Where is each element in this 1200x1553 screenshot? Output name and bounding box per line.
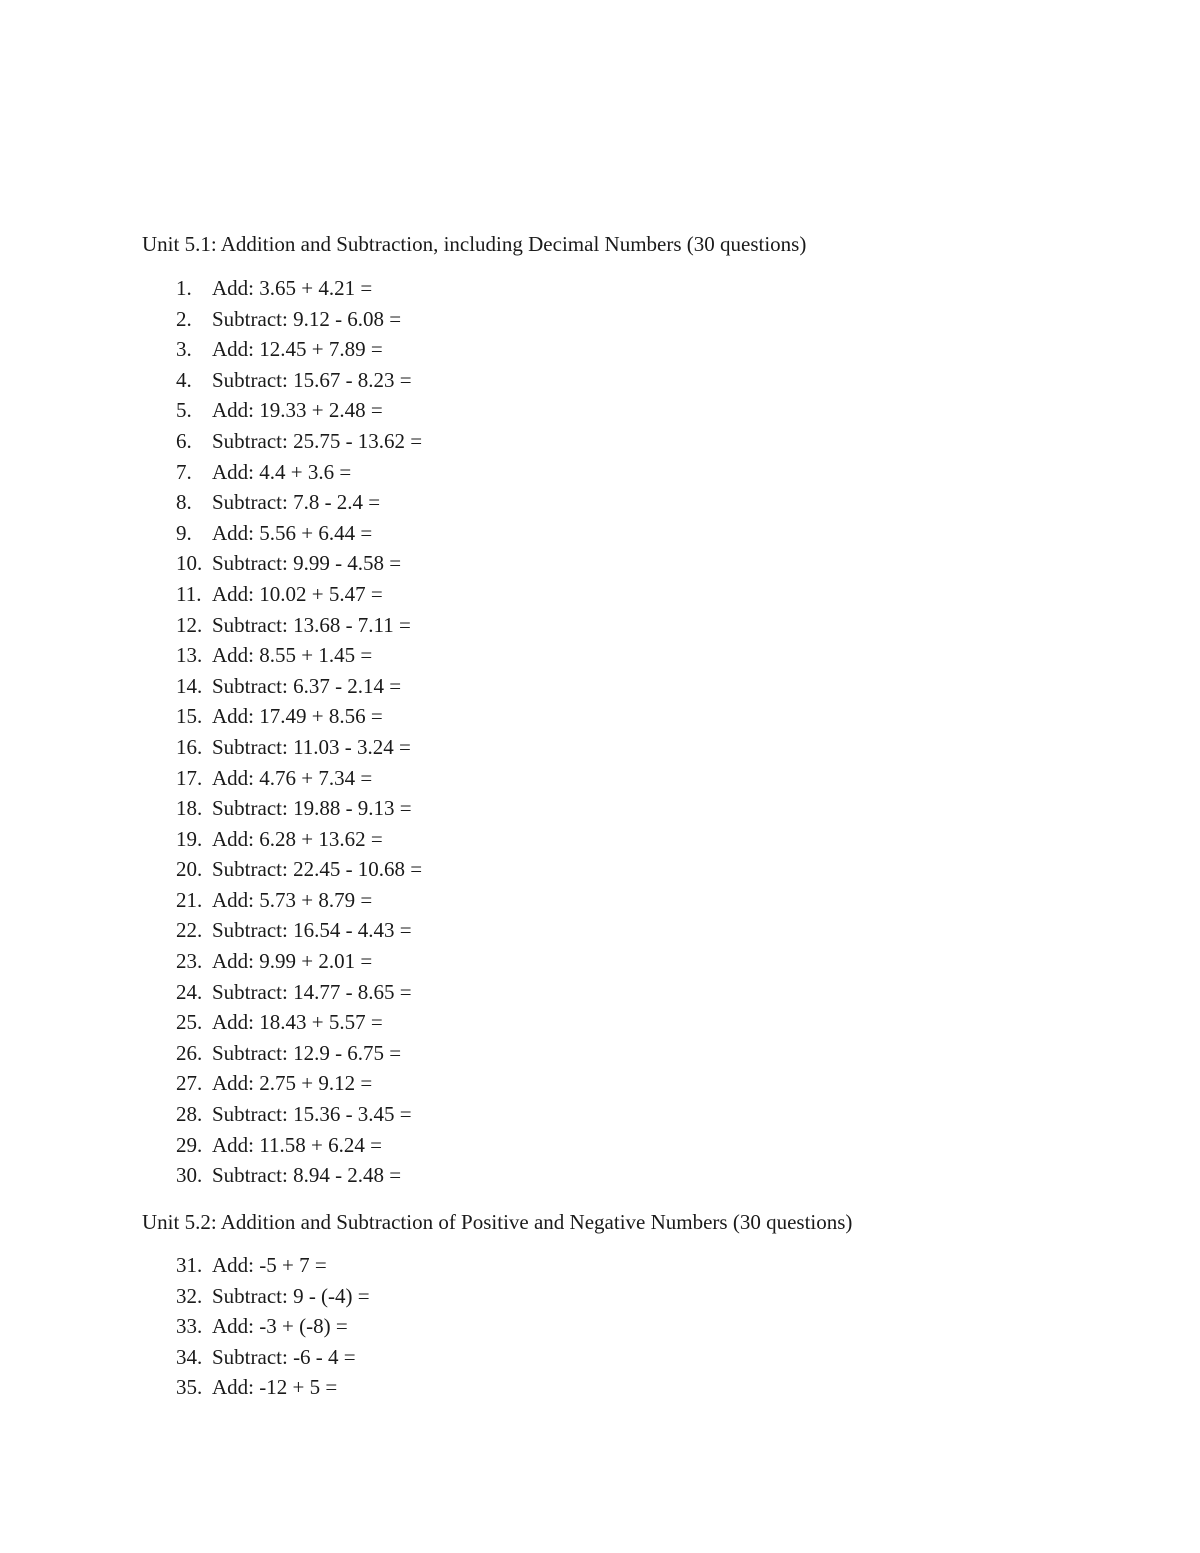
question-item bbox=[142, 1007, 806, 1038]
question-text: Subtract: 11.03 - 3.24 = bbox=[212, 734, 411, 759]
question-number: 13. bbox=[176, 643, 203, 668]
question-text: Subtract: 7.8 - 2.4 = bbox=[212, 490, 381, 515]
question-text: Add: 3.65 + 4.21 = bbox=[212, 276, 373, 300]
question-item bbox=[142, 701, 806, 732]
question-text: Subtract: -6 - 4 = bbox=[212, 1344, 356, 1369]
question-text: Add: 9.99 + 2.01 = bbox=[212, 949, 373, 974]
question-text: Add: 11.58 + 6.24 = bbox=[212, 1132, 382, 1157]
question-text: Add: 5.56 + 6.44 = bbox=[212, 520, 373, 545]
section-heading: Unit 5.1: Addition and Subtraction, including Decimal Numbers (30 questions) bbox=[142, 232, 807, 256]
question-number: 19. bbox=[176, 826, 203, 851]
question-text: Subtract: 12.9 - 6.75 = bbox=[212, 1040, 402, 1065]
question-list bbox=[142, 1250, 852, 1403]
question-number: 24. bbox=[176, 979, 203, 1004]
question-text: Add: 5.73 + 8.79 = bbox=[212, 887, 373, 912]
question-list bbox=[142, 273, 806, 1191]
question-text: Add: 18.43 + 5.57 = bbox=[212, 1010, 383, 1035]
question-item bbox=[142, 640, 806, 671]
question-text: Add: 10.02 + 5.47 = bbox=[212, 581, 383, 606]
question-item bbox=[142, 1130, 806, 1161]
question-number: 12. bbox=[176, 612, 203, 637]
question-number: 31. bbox=[176, 1253, 203, 1277]
question-number: 25. bbox=[176, 1010, 203, 1035]
question-item bbox=[142, 518, 806, 549]
question-item bbox=[142, 334, 806, 365]
question-number: 30. bbox=[176, 1163, 203, 1188]
question-text: Add: 4.4 + 3.6 = bbox=[212, 459, 352, 484]
question-number: 33. bbox=[176, 1314, 203, 1339]
question-number: 23. bbox=[176, 949, 203, 974]
question-number: 28. bbox=[176, 1102, 203, 1127]
question-number: 21. bbox=[176, 887, 203, 912]
question-item bbox=[142, 610, 806, 641]
question-item bbox=[142, 579, 806, 610]
question-item bbox=[142, 915, 806, 946]
question-item bbox=[142, 304, 806, 335]
question-number: 29. bbox=[176, 1132, 203, 1157]
question-text: Subtract: 9.99 - 4.58 = bbox=[212, 551, 402, 576]
question-item bbox=[142, 395, 806, 426]
question-number: 11. bbox=[176, 581, 202, 606]
question-number: 15. bbox=[176, 704, 203, 729]
question-number: 1. bbox=[176, 276, 192, 300]
question-number: 7. bbox=[176, 459, 192, 484]
question-item bbox=[142, 457, 806, 488]
question-number: 10. bbox=[176, 551, 203, 576]
question-number: 35. bbox=[176, 1375, 203, 1400]
question-item bbox=[142, 1342, 852, 1373]
question-item bbox=[142, 1068, 806, 1099]
question-text: Subtract: 9 - (-4) = bbox=[212, 1283, 370, 1308]
question-number: 9. bbox=[176, 520, 192, 545]
question-text: Add: 4.76 + 7.34 = bbox=[212, 765, 373, 790]
question-item bbox=[142, 824, 806, 855]
question-text: Add: -12 + 5 = bbox=[212, 1375, 338, 1400]
question-text: Add: 2.75 + 9.12 = bbox=[212, 1071, 373, 1096]
question-text: Add: 17.49 + 8.56 = bbox=[212, 704, 383, 729]
question-item bbox=[142, 885, 806, 916]
question-text: Subtract: 9.12 - 6.08 = bbox=[212, 306, 402, 331]
question-text: Subtract: 14.77 - 8.65 = bbox=[212, 979, 412, 1004]
question-text: Add: 12.45 + 7.89 = bbox=[212, 337, 383, 362]
question-number: 22. bbox=[176, 918, 203, 943]
question-text: Subtract: 19.88 - 9.13 = bbox=[212, 796, 412, 821]
question-text: Add: -5 + 7 = bbox=[212, 1253, 327, 1277]
question-item bbox=[142, 1281, 852, 1312]
question-item bbox=[142, 1160, 806, 1191]
question-number: 34. bbox=[176, 1344, 203, 1369]
question-text: Subtract: 16.54 - 4.43 = bbox=[212, 918, 412, 943]
question-number: 32. bbox=[176, 1283, 203, 1308]
question-item bbox=[142, 273, 806, 304]
section-heading: Unit 5.2: Addition and Subtraction of Positive and Negative Numbers (30 questions) bbox=[142, 1210, 853, 1234]
question-number: 17. bbox=[176, 765, 203, 790]
question-text: Add: 6.28 + 13.62 = bbox=[212, 826, 383, 851]
question-number: 6. bbox=[176, 428, 192, 453]
question-number: 20. bbox=[176, 857, 203, 882]
question-item bbox=[142, 732, 806, 763]
question-number: 14. bbox=[176, 673, 203, 698]
question-text: Subtract: 25.75 - 13.62 = bbox=[212, 428, 423, 453]
question-number: 8. bbox=[176, 490, 192, 515]
question-text: Subtract: 8.94 - 2.48 = bbox=[212, 1163, 402, 1188]
question-item bbox=[142, 854, 806, 885]
section-unit-5-1 bbox=[142, 228, 806, 1191]
question-text: Subtract: 15.67 - 8.23 = bbox=[212, 367, 412, 392]
question-text: Subtract: 13.68 - 7.11 = bbox=[212, 612, 411, 637]
question-item bbox=[142, 946, 806, 977]
question-item bbox=[142, 977, 806, 1008]
question-text: Subtract: 6.37 - 2.14 = bbox=[212, 673, 402, 698]
question-item bbox=[142, 763, 806, 794]
question-item bbox=[142, 1372, 852, 1403]
question-number: 3. bbox=[176, 337, 192, 362]
question-item bbox=[142, 1099, 806, 1130]
question-item bbox=[142, 1038, 806, 1069]
section-unit-5-2 bbox=[142, 1206, 852, 1403]
question-text: Subtract: 15.36 - 3.45 = bbox=[212, 1102, 412, 1127]
question-number: 16. bbox=[176, 734, 203, 759]
question-number: 18. bbox=[176, 796, 203, 821]
question-item bbox=[142, 671, 806, 702]
question-text: Add: 8.55 + 1.45 = bbox=[212, 643, 373, 668]
question-number: 27. bbox=[176, 1071, 203, 1096]
question-number: 26. bbox=[176, 1040, 203, 1065]
question-item bbox=[142, 426, 806, 457]
question-item bbox=[142, 793, 806, 824]
question-text: Add: 19.33 + 2.48 = bbox=[212, 398, 383, 423]
question-number: 4. bbox=[176, 367, 192, 392]
question-item bbox=[142, 487, 806, 518]
question-number: 2. bbox=[176, 306, 192, 331]
question-text: Add: -3 + (-8) = bbox=[212, 1314, 348, 1339]
question-text: Subtract: 22.45 - 10.68 = bbox=[212, 857, 423, 882]
question-item bbox=[142, 1250, 852, 1281]
question-item bbox=[142, 548, 806, 579]
question-item bbox=[142, 365, 806, 396]
question-item bbox=[142, 1311, 852, 1342]
question-number: 5. bbox=[176, 398, 192, 423]
